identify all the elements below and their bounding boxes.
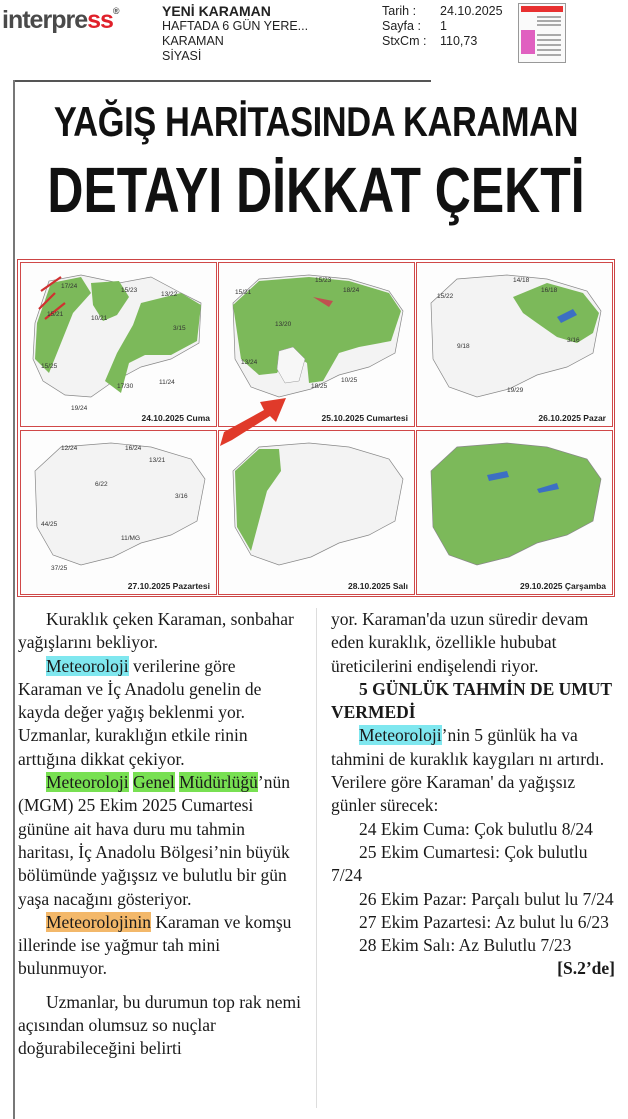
temp-label: 13/21: [149, 457, 166, 464]
meta-value-stxcm: 110,73: [440, 34, 478, 48]
temp-label: 11/24: [159, 379, 175, 386]
temp-label: 15/23: [121, 287, 138, 294]
temp-label: 12/24: [61, 445, 78, 452]
weather-map-4: [20, 430, 217, 595]
forecast-line: 24 Ekim Cuma: Çok bulutlu 8/24: [359, 818, 593, 839]
temp-label: 17/30: [117, 383, 134, 390]
map-date: 27.10.2025 Pazartesi: [127, 581, 210, 591]
temp-label: 18/25: [311, 383, 328, 390]
publication-name: YENİ KARAMAN: [162, 3, 271, 19]
temp-label: 15/22: [437, 293, 454, 300]
temp-label: 3/16: [567, 337, 580, 344]
temp-label: 15/21: [47, 311, 64, 318]
meta-value-date: 24.10.2025: [440, 4, 503, 18]
headline-line-2: DETAYI DİKKAT ÇEKTİ: [47, 154, 585, 226]
meta-value-page: 1: [440, 19, 447, 33]
temp-label: 16/18: [541, 287, 558, 294]
weather-map-5: [218, 430, 415, 595]
temp-label: 44/25: [41, 521, 58, 528]
city: KARAMAN: [162, 34, 224, 48]
forecast-line: 27 Ekim Pazartesi: Az bulut lu 6/23: [359, 911, 609, 932]
paragraph: Meteoroloji’nin 5 günlük ha va tahmini de kuraklık kaygıları nı artırdı. Verilere göre Karaman' da yağışsız günler sürecek:: [331, 725, 605, 816]
temp-label: 10/25: [341, 377, 358, 384]
temp-label: 15/21: [235, 289, 252, 296]
map-date: 29.10.2025 Çarşamba: [519, 581, 606, 591]
weather-maps-image: [17, 259, 615, 597]
article-column-2: [331, 608, 615, 981]
temp-label: 13/24: [241, 359, 258, 366]
column-divider: [316, 608, 317, 1108]
map-date: 24.10.2025 Cuma: [141, 413, 210, 423]
temp-label: 9/18: [457, 343, 470, 350]
section: SİYASİ: [162, 49, 202, 63]
temp-label: 19/24: [71, 405, 88, 412]
temp-label: 11/MG: [121, 535, 141, 542]
temp-label: 37/25: [51, 565, 68, 572]
headline: [16, 94, 616, 230]
subheading: 5 GÜNLÜK TAHMİN DE UMUT VERMEDİ: [331, 678, 612, 723]
clipping-header: [0, 0, 628, 82]
article-column-1: [18, 608, 301, 1061]
page-thumbnail[interactable]: [518, 3, 566, 63]
forecast-line: 26 Ekim Pazar: Parçalı bulut lu 7/24: [359, 888, 614, 909]
paragraph: Meteorolojinin Karaman ve komşu illerinde ise yağmur tah mini bulunmuyor.: [18, 911, 292, 979]
weather-map-3: [416, 262, 613, 427]
meta-label-date: Tarih :: [382, 4, 417, 18]
map-date: 28.10.2025 Salı: [347, 581, 408, 591]
temp-label: 14/18: [513, 277, 530, 284]
left-margin-line: [13, 80, 15, 1119]
red-arrow-icon: [214, 392, 294, 452]
clipping-meta: [382, 4, 503, 49]
weather-map-6: [416, 430, 613, 595]
forecast-line: 25 Ekim Cumartesi: Çok bulutlu 7/24: [331, 841, 588, 886]
header-rule: [14, 80, 431, 82]
temp-label: 19/29: [507, 387, 524, 394]
headline-line-1: YAĞIŞ HARİTASINDA KARAMAN: [53, 98, 579, 145]
temp-label: 18/24: [343, 287, 360, 294]
weather-map-1: [20, 262, 217, 427]
temp-label: 6/22: [95, 481, 108, 488]
meta-label-stxcm: StxCm :: [382, 34, 427, 48]
temp-label: 17/24: [61, 283, 78, 290]
temp-label: 15/25: [41, 363, 58, 370]
paragraph: Meteoroloji Genel Müdürlüğü’nün (MGM) 25 Ekim 2025 Cumartesi gününe ait hava duru mu tahmin haritası, İç Anadolu Bölgesi’nin büyük bölümünde yağışsız ve bulutlu bir gün yaşa nacağını gösteriyor.: [18, 772, 290, 909]
meta-label-page: Sayfa :: [382, 19, 421, 33]
temp-label: 13/20: [275, 321, 292, 328]
paragraph: Uzmanlar, bu durumun top rak nemi açısından olumsuz so nuçlar doğurabileceğini belirti: [18, 991, 301, 1059]
temp-label: 15/23: [315, 277, 332, 284]
temp-label: 16/24: [125, 445, 142, 452]
continued-reference: [S.2’de]: [557, 958, 615, 979]
interpress-logo: interpress®: [2, 6, 120, 34]
temp-label: 3/15: [173, 325, 186, 332]
headline-short: HAFTADA 6 GÜN YERE...: [162, 19, 309, 33]
paragraph: Kuraklık çeken Karaman, sonbahar yağışlarını bekliyor.: [18, 609, 294, 653]
paragraph: yor. Karaman'da uzun süredir devam eden kuraklık, özellikle hububat üreticilerini endişelendi riyor.: [331, 609, 589, 676]
map-date: 26.10.2025 Pazar: [538, 413, 606, 423]
temp-label: 13/22: [161, 291, 178, 298]
forecast-line: 28 Ekim Salı: Az Bulutlu 7/23 [S.2’de]: [331, 934, 615, 957]
temp-label: 3/16: [175, 493, 188, 500]
publication-info: [162, 4, 308, 64]
temp-label: 10/21: [91, 315, 108, 322]
map-date: 25.10.2025 Cumartesi: [321, 413, 408, 423]
paragraph: Meteoroloji verilerine göre Karaman ve İç Anadolu genelin de kayda değer yağış beklenmi yor. Uzmanlar, kuraklığın etkile rinin arttığına dikkat çekiyor.: [18, 655, 262, 769]
